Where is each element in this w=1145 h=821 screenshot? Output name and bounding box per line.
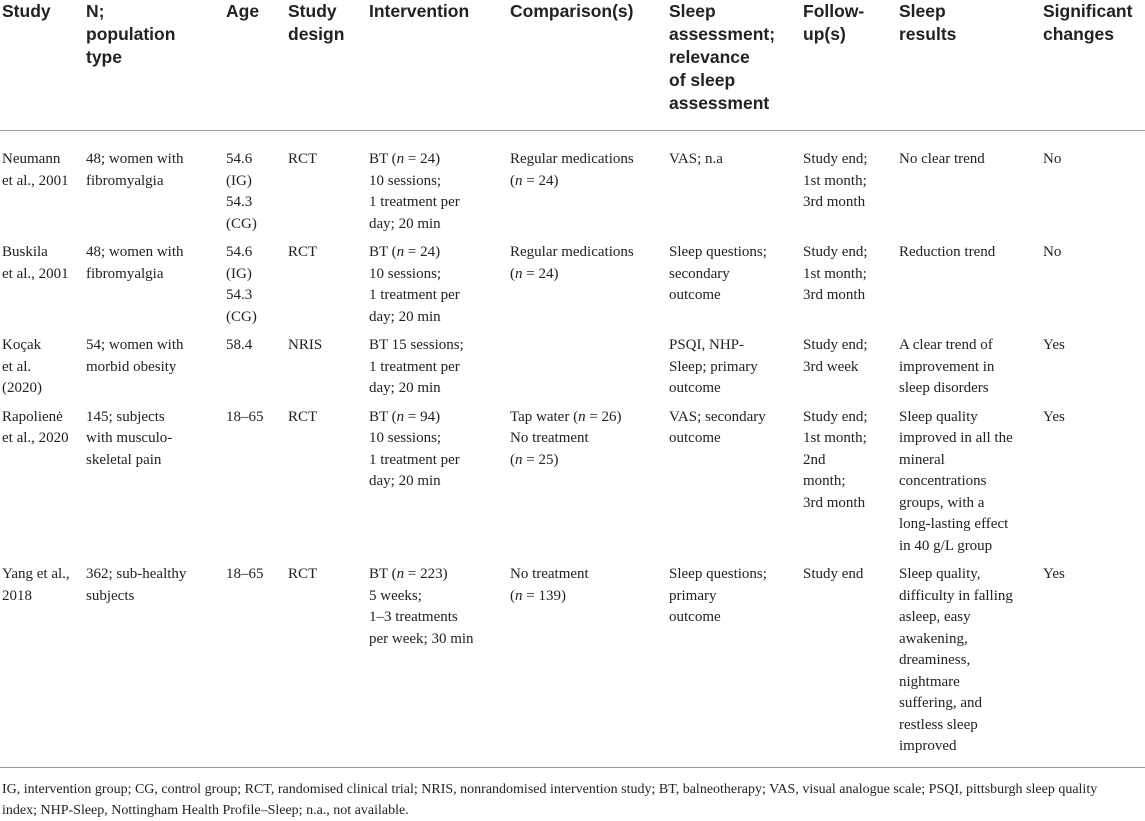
cell-study: Yang et al., 2018 xyxy=(0,564,84,767)
cell-significant: Yes xyxy=(1043,408,1065,425)
col-header-design: Study design xyxy=(286,0,367,131)
cell-intervention: BT (n = 223) 5 weeks; 1–3 treatments per week; 30 min xyxy=(367,564,508,767)
cell-population: 145; subjects with musculo- skeletal pain xyxy=(86,408,173,468)
cell-design: NRIS xyxy=(288,337,323,353)
cell-follow-up: Study end; 3rd week xyxy=(803,337,868,375)
cell-age: 58.4 xyxy=(226,337,253,353)
cell-sleep-results: Sleep quality improved in all the mineral concentrations groups, with a long-lasting effect in 40 g/L group xyxy=(899,408,1013,554)
cell-sleep-assessment: VAS; n.a xyxy=(669,151,723,167)
cell-sleep-results: Sleep quality, difficulty in falling asleep, easy awakening, dreaminess, nightmare suffering, and restless sleep improved xyxy=(897,564,1041,767)
cell-comparison: Tap water (n = 26) No treatment (n = 25) xyxy=(510,408,622,468)
cell-sleep-assessment: Sleep questions; primary outcome xyxy=(667,564,801,767)
cell-significant: No xyxy=(1043,244,1062,260)
cell-significant: Yes xyxy=(1041,564,1145,767)
cell-sleep-assessment: Sleep questions; secondary outcome xyxy=(669,244,767,303)
cell-age: 18–65 xyxy=(224,564,286,767)
cell-follow-up: Study end; 1st month; 3rd month xyxy=(803,244,868,303)
col-header-population: N; population type xyxy=(84,0,224,131)
cell-sleep-results: Reduction trend xyxy=(899,244,996,260)
cell-population: 48; women with fibromyalgia xyxy=(86,244,184,282)
cell-design: RCT xyxy=(288,408,318,425)
col-header-comparison: Comparison(s) xyxy=(508,0,667,131)
cell-significant: Yes xyxy=(1043,337,1065,353)
cell-intervention: BT (n = 94) 10 sessions; 1 treatment per day; 20 min xyxy=(369,408,460,489)
table-footnote: IG, intervention group; CG, control group; RCT, randomised clinical trial; NRIS, nonrandomised intervention study; BT, balneotherapy; VAS, visual analogue scale; PSQI, pittsburgh sleep quality index; NHP-Sleep, Nottingham Health Profile–Sleep; n.a., not available. xyxy=(2,782,1098,818)
cell-age: 18–65 xyxy=(226,408,264,425)
cell-sleep-results: No clear trend xyxy=(899,151,985,167)
cell-comparison: Regular medications (n = 24) xyxy=(510,151,634,189)
cell-follow-up: Study end; 1st month; 2nd month; 3rd month xyxy=(803,408,868,511)
table-row xyxy=(0,407,1145,565)
cell-follow-up: Study end; 1st month; 3rd month xyxy=(803,151,868,210)
header-row xyxy=(0,0,1145,131)
col-header-follow-up: Follow- up(s) xyxy=(801,0,897,131)
cell-comparison xyxy=(508,335,667,407)
cell-design: RCT xyxy=(288,244,318,260)
table-row xyxy=(0,335,1145,407)
cell-comparison: Regular medications (n = 24) xyxy=(510,244,634,282)
col-header-significant: Significant changes xyxy=(1041,0,1145,131)
cell-intervention: BT 15 sessions; 1 treatment per day; 20 min xyxy=(369,337,464,396)
cell-study: Neumann et al., 2001 xyxy=(2,151,69,189)
cell-sleep-assessment: PSQI, NHP- Sleep; primary outcome xyxy=(669,337,758,396)
cell-study: Koçak et al. (2020) xyxy=(2,337,42,396)
cell-comparison: No treatment (n = 139) xyxy=(508,564,667,767)
cell-design: RCT xyxy=(288,151,318,167)
cell-age: 54.6 (IG) 54.3 (CG) xyxy=(226,151,257,232)
cell-age: 54.6 (IG) 54.3 (CG) xyxy=(226,244,257,325)
col-header-sleep-assessment: Sleep assessment; relevance of sleep assessment xyxy=(667,0,801,131)
cell-follow-up: Study end xyxy=(801,564,897,767)
cell-population: 48; women with fibromyalgia xyxy=(86,151,184,189)
cell-study: Buskila et al., 2001 xyxy=(2,244,69,282)
table-row xyxy=(0,242,1145,335)
cell-study: Rapolienė et al., 2020 xyxy=(2,408,69,446)
cell-intervention: BT (n = 24) 10 sessions; 1 treatment per day; 20 min xyxy=(369,244,460,325)
cell-sleep-results: A clear trend of improvement in sleep disorders xyxy=(899,337,995,396)
table-row xyxy=(0,564,1145,767)
col-header-study: Study xyxy=(0,0,84,131)
cell-population: 362; sub-healthy subjects xyxy=(84,564,224,767)
col-header-intervention: Intervention xyxy=(367,0,508,131)
col-header-sleep-results: Sleep results xyxy=(897,0,1041,131)
cell-sleep-assessment: VAS; secondary outcome xyxy=(669,408,766,446)
cell-population: 54; women with morbid obesity xyxy=(86,337,184,375)
cell-significant: No xyxy=(1043,151,1062,167)
cell-design: RCT xyxy=(286,564,367,767)
cell-intervention: BT (n = 24) 10 sessions; 1 treatment per day; 20 min xyxy=(369,151,460,232)
col-header-age: Age xyxy=(224,0,286,131)
table-row xyxy=(0,131,1145,243)
